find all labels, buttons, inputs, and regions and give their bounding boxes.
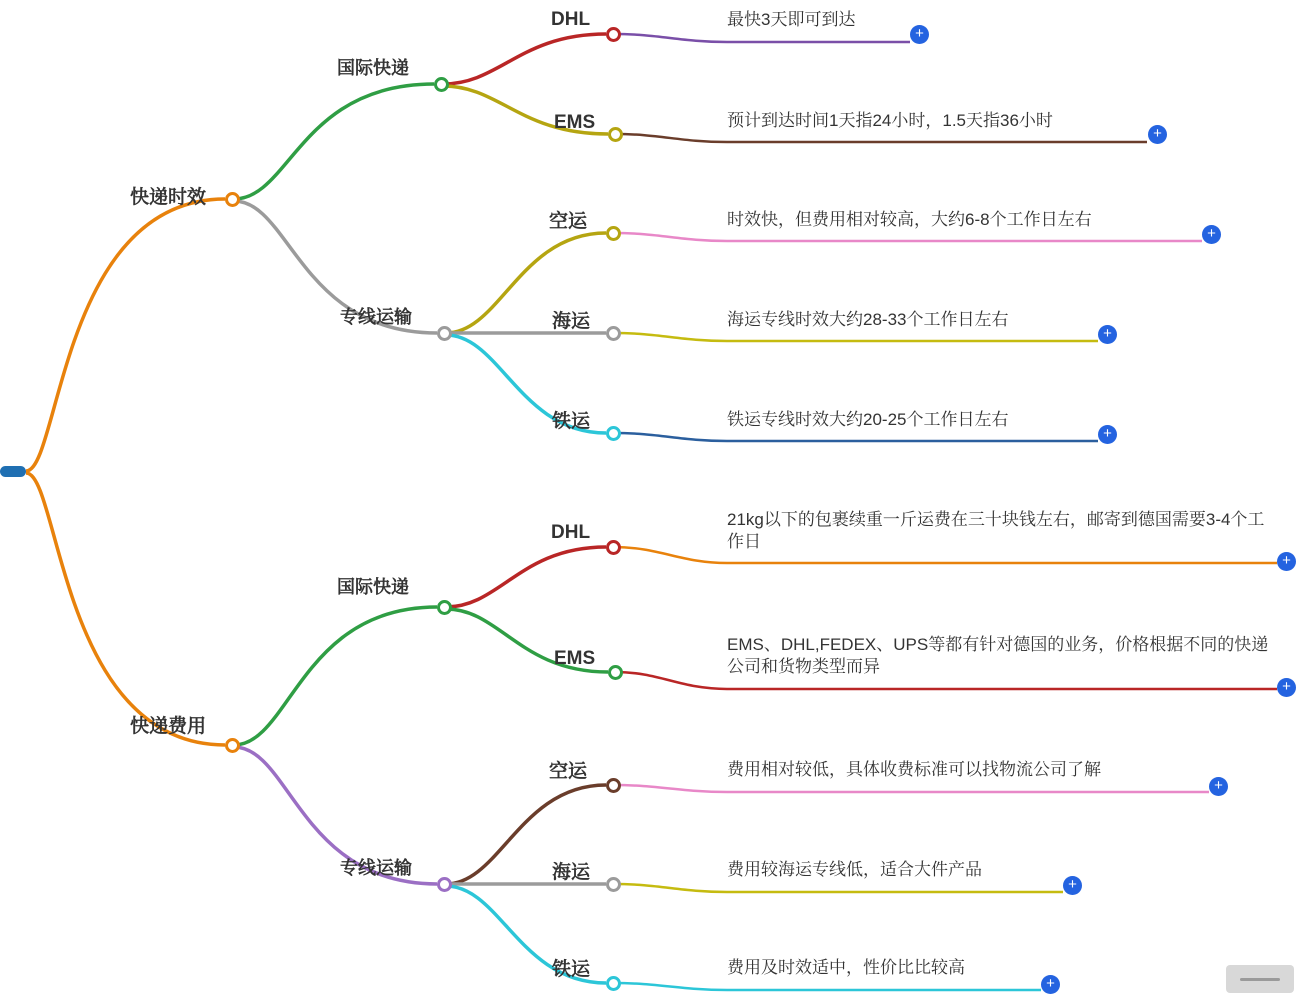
root-node[interactable] <box>0 466 26 477</box>
node-label-international-express-2[interactable]: 国际快递 <box>337 577 409 597</box>
leaf-dot-dhl-2[interactable] <box>606 540 621 555</box>
node-dot-dedicated-line-1[interactable] <box>437 326 452 341</box>
expand-button-ems-1[interactable]: + <box>1148 125 1167 144</box>
expand-button-rail-1[interactable]: + <box>1098 425 1117 444</box>
expand-button-dhl-1[interactable]: + <box>910 25 929 44</box>
expand-button-sea-1[interactable]: + <box>1098 325 1117 344</box>
branch-dot-delivery-cost[interactable] <box>225 738 240 753</box>
leaf-label-sea-2[interactable]: 海运 <box>552 862 591 883</box>
leaf-dot-sea-2[interactable] <box>606 877 621 892</box>
branch-label-delivery-time[interactable]: 快递时效 <box>130 187 207 208</box>
branch-dot-delivery-time[interactable] <box>225 192 240 207</box>
leaf-text-sea-2: 费用较海运专线低，适合大件产品 <box>727 860 982 879</box>
expand-button-air-2[interactable]: + <box>1209 777 1228 796</box>
leaf-text-rail-1: 铁运专线时效大约20-25个工作日左右 <box>727 410 1009 429</box>
node-dot-international-express-1[interactable] <box>434 77 449 92</box>
leaf-dot-air-1[interactable] <box>606 226 621 241</box>
expand-button-air-1[interactable]: + <box>1202 225 1221 244</box>
toolbar-icon <box>1240 978 1280 981</box>
node-label-dedicated-line-1[interactable]: 专线运输 <box>340 307 412 327</box>
leaf-label-sea-1[interactable]: 海运 <box>552 311 591 332</box>
node-dot-international-express-2[interactable] <box>437 600 452 615</box>
leaf-label-rail-1[interactable]: 铁运 <box>552 411 591 432</box>
leaf-text-ems-1: 预计到达时间1天指24小时，1.5天指36小时 <box>727 111 1053 130</box>
expand-button-rail-2[interactable]: + <box>1041 975 1060 994</box>
leaf-text-air-2: 费用相对较低，具体收费标准可以找物流公司了解 <box>727 760 1101 779</box>
leaf-label-ems-2[interactable]: EMS <box>554 648 596 669</box>
leaf-text-rail-2: 费用及时效适中，性价比比较高 <box>727 958 965 977</box>
leaf-label-air-1[interactable]: 空运 <box>549 211 588 232</box>
leaf-text-ems-2: EMS、DHL,FEDEX、UPS等都有针对德国的业务，价格根据不同的快递公司和货物类型而异 <box>727 635 1269 677</box>
expand-button-dhl-2[interactable]: + <box>1277 552 1296 571</box>
node-dot-dedicated-line-2[interactable] <box>437 877 452 892</box>
leaf-label-air-2[interactable]: 空运 <box>549 761 588 782</box>
leaf-text-dhl-2: 21kg以下的包裹续重一斤运费在三十块钱左右，邮寄到德国需要3-4个工作日 <box>727 510 1265 552</box>
node-label-dedicated-line-2[interactable]: 专线运输 <box>340 858 412 878</box>
leaf-text-sea-1: 海运专线时效大约28-33个工作日左右 <box>727 310 1009 329</box>
leaf-label-rail-2[interactable]: 铁运 <box>552 959 591 980</box>
leaf-dot-ems-1[interactable] <box>608 127 623 142</box>
leaf-dot-rail-2[interactable] <box>606 976 621 991</box>
leaf-text-air-1: 时效快，但费用相对较高，大约6-8个工作日左右 <box>727 210 1092 229</box>
leaf-dot-sea-1[interactable] <box>606 326 621 341</box>
branch-label-delivery-cost[interactable]: 快递费用 <box>130 716 207 737</box>
expand-button-ems-2[interactable]: + <box>1277 678 1296 697</box>
leaf-dot-ems-2[interactable] <box>608 665 623 680</box>
leaf-label-ems-1[interactable]: EMS <box>554 112 596 133</box>
leaf-text-dhl-1: 最快3天即可到达 <box>727 10 856 29</box>
toolbar-button[interactable] <box>1226 965 1294 993</box>
leaf-label-dhl-1[interactable]: DHL <box>551 9 591 30</box>
leaf-dot-rail-1[interactable] <box>606 426 621 441</box>
leaf-label-dhl-2[interactable]: DHL <box>551 522 591 543</box>
leaf-dot-dhl-1[interactable] <box>606 27 621 42</box>
expand-button-sea-2[interactable]: + <box>1063 876 1082 895</box>
node-label-international-express-1[interactable]: 国际快递 <box>337 58 409 78</box>
leaf-dot-air-2[interactable] <box>606 778 621 793</box>
